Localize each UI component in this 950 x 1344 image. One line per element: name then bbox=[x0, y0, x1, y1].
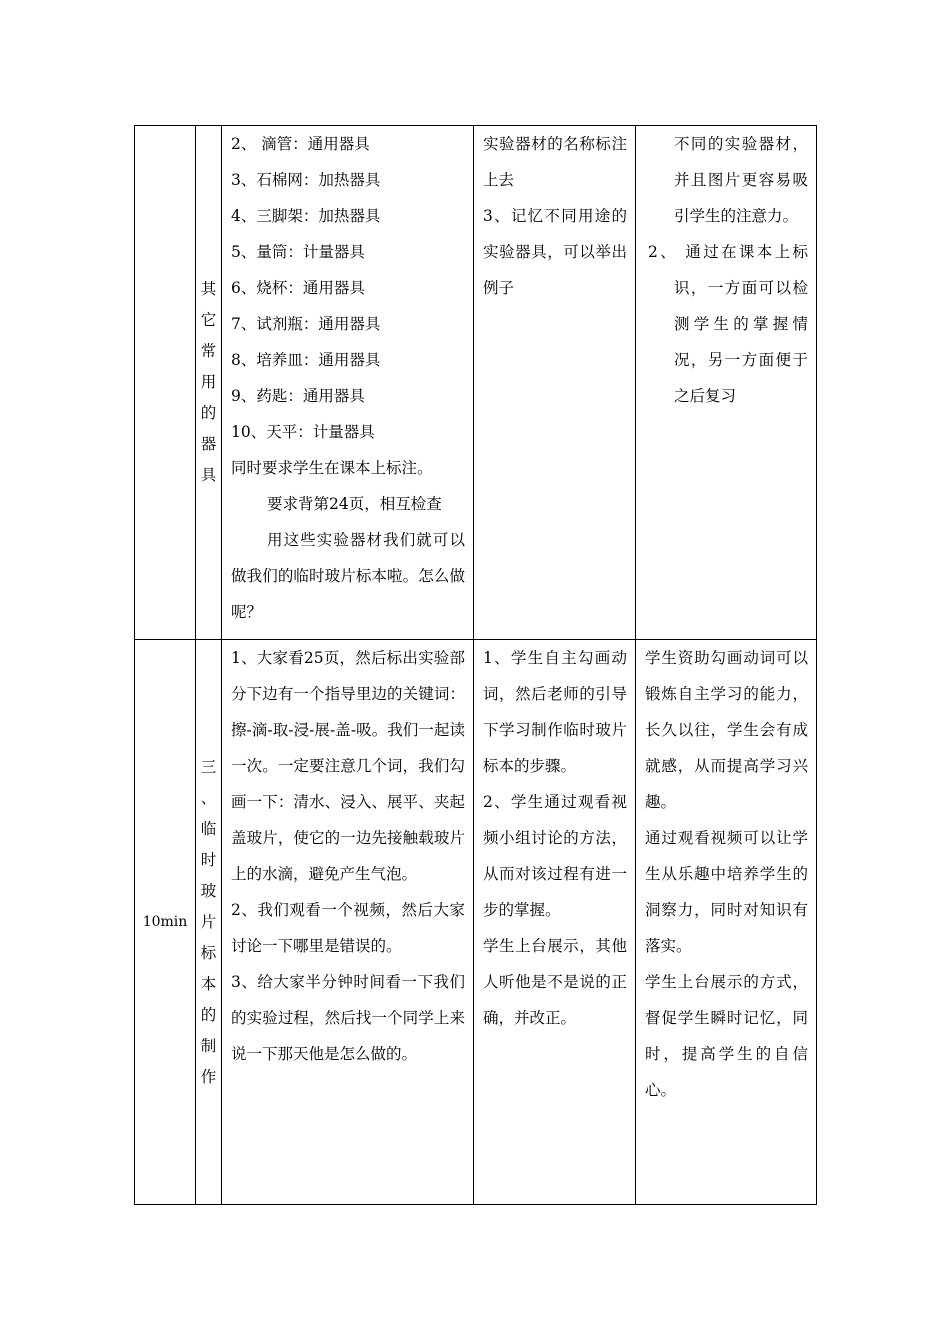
stage-char: 器 bbox=[200, 435, 217, 453]
stage-char: 的 bbox=[200, 404, 217, 422]
stage-char: 时 bbox=[200, 850, 217, 869]
stage-label bbox=[196, 274, 221, 491]
equipment-item: 7、试剂瓶：通用器具 bbox=[231, 315, 381, 333]
time-cell: 10min bbox=[135, 640, 196, 1205]
student-text: 2、学生通过观看视频小组讨论的方法，从而对该过程有进一步的掌握。 bbox=[483, 793, 627, 919]
teacher-text: 2、我们观看一个视频，然后大家讨论一下哪里是错误的。 bbox=[231, 901, 465, 955]
equipment-item: 同时要求学生在课本上标注。 bbox=[231, 459, 433, 477]
stage-cell bbox=[196, 126, 222, 640]
student-activity-cell bbox=[474, 640, 636, 1205]
stage-char: 它 bbox=[200, 311, 217, 329]
time-cell bbox=[135, 126, 196, 640]
stage-label bbox=[196, 752, 221, 1093]
teacher-note: 用这些实验器材我们就可以做我们的临时玻片标本啦。怎么做呢？ bbox=[231, 531, 465, 621]
student-activity-cell bbox=[474, 126, 636, 640]
intent-text: 2、 通过在课本上标识，一方面可以检测学生的掌握情况，另一方面便于之后复习 bbox=[648, 243, 808, 405]
stage-char: 标 bbox=[200, 943, 217, 962]
teacher-note: 要求背第24页，相互检查 bbox=[267, 495, 442, 513]
equipment-item: 6、烧杯：通用器具 bbox=[231, 279, 365, 297]
stage-char: 玻 bbox=[200, 881, 217, 900]
stage-char: 用 bbox=[200, 373, 217, 391]
equipment-item: 8、培养皿：通用器具 bbox=[231, 351, 381, 369]
teacher-text: 1、大家看25页，然后标出实验部分下边有一个指导里边的关键词：擦-滴-取-浸-展-盖-吸。我们一起读一次。一定要注意几个词，我们勾画一下：清水、浸入、展平、夹起盖玻片，使它的一边先接触载玻片上的水滴，避免产生气泡。 bbox=[231, 649, 465, 883]
stage-char: 片 bbox=[200, 912, 217, 931]
intent-text: 学生上台展示的方式，督促学生瞬时记忆，同时，提高学生的自信心。 bbox=[645, 973, 808, 1099]
student-text: 3、记忆不同用途的实验器具，可以举出例子 bbox=[483, 207, 627, 297]
stage-char: 临 bbox=[200, 819, 217, 838]
equipment-item: 5、量筒：计量器具 bbox=[231, 243, 365, 261]
teacher-text: 3、给大家半分钟时间看一下我们的实验过程，然后找一个同学上来说一下那天他是怎么做的。 bbox=[231, 973, 465, 1063]
stage-char: 制 bbox=[200, 1036, 217, 1055]
stage-char: 本 bbox=[200, 974, 217, 993]
stage-cell bbox=[196, 640, 222, 1205]
student-text: 实验器材的名称标注上去 bbox=[483, 135, 627, 189]
teacher-activity-cell bbox=[222, 640, 474, 1205]
stage-char: 、 bbox=[200, 788, 217, 807]
stage-char: 作 bbox=[200, 1067, 217, 1086]
stage-char: 具 bbox=[200, 466, 217, 484]
intent-text: 不同的实验器材，并且图片更容易吸引学生的注意力。 bbox=[674, 135, 808, 225]
equipment-item: 10、天平：计量器具 bbox=[231, 423, 375, 441]
equipment-item: 4、三脚架：加热器具 bbox=[231, 207, 381, 225]
teacher-activity-cell bbox=[222, 126, 474, 640]
student-text: 1、学生自主勾画动词，然后老师的引导下学习制作临时玻片标本的步骤。 bbox=[483, 649, 627, 775]
stage-char: 其 bbox=[200, 280, 217, 298]
lesson-plan-table bbox=[134, 125, 817, 1205]
equipment-item: 3、石棉网：加热器具 bbox=[231, 171, 381, 189]
table-row bbox=[135, 640, 817, 1205]
student-text: 学生上台展示，其他人听他是不是说的正确，并改正。 bbox=[483, 937, 627, 1027]
design-intent-cell bbox=[636, 126, 817, 640]
design-intent-cell bbox=[636, 640, 817, 1205]
equipment-item: 2、 滴管：通用器具 bbox=[231, 135, 370, 153]
stage-char: 三 bbox=[200, 757, 217, 776]
equipment-item: 9、药匙：通用器具 bbox=[231, 387, 365, 405]
stage-char: 常 bbox=[200, 342, 217, 360]
intent-text: 通过观看视频可以让学生从乐趣中培养学生的洞察力，同时对知识有落实。 bbox=[645, 829, 808, 955]
intent-text: 学生资助勾画动词可以锻炼自主学习的能力，长久以往，学生会有成就感，从而提高学习兴趣。 bbox=[645, 649, 808, 811]
stage-char: 的 bbox=[200, 1005, 217, 1024]
table-row bbox=[135, 126, 817, 640]
